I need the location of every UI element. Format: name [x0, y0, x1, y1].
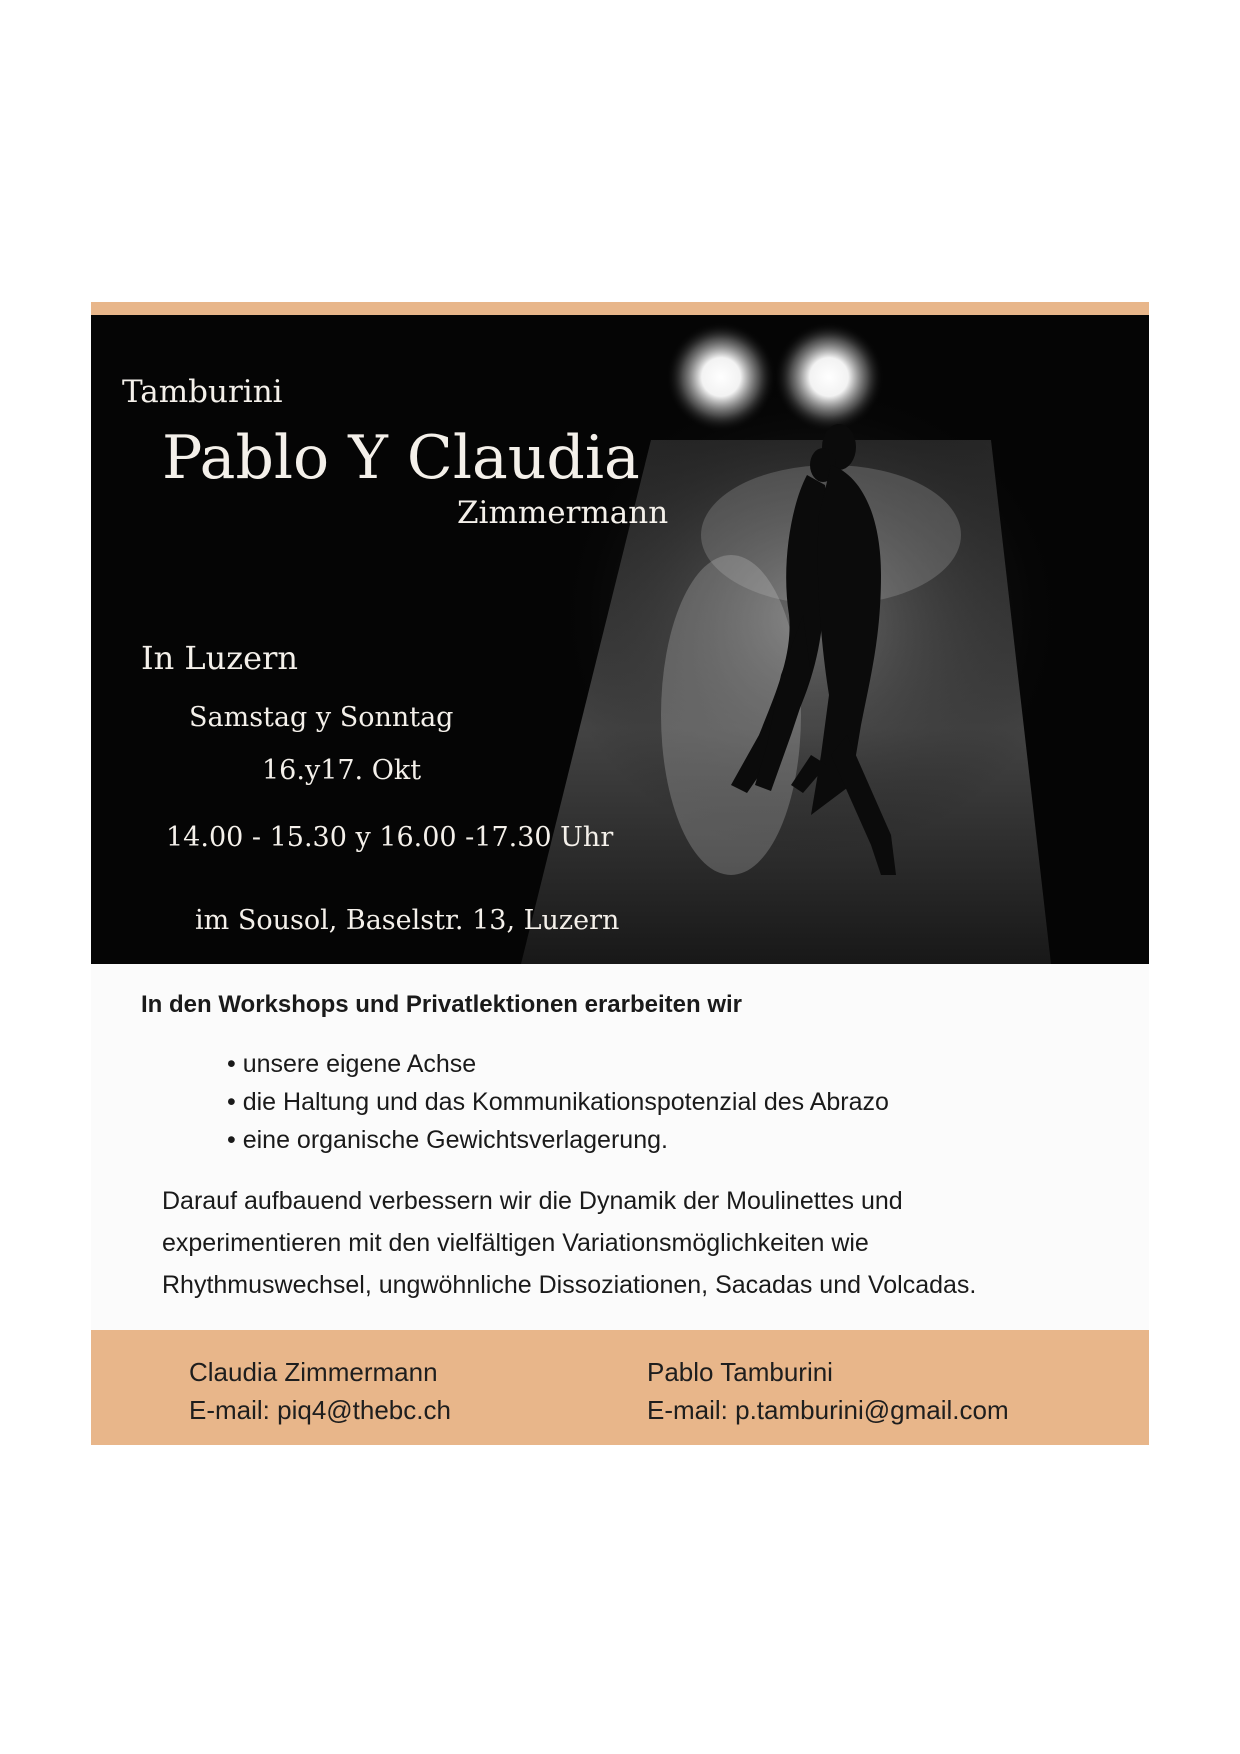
contact-band	[91, 1330, 1149, 1445]
contact-name: Claudia Zimmermann	[189, 1357, 438, 1387]
contact-email[interactable]: E-mail: piq4@thebc.ch	[189, 1395, 451, 1425]
headline-names: Pablo Y Claudia	[162, 423, 640, 493]
surname-zimmermann: Zimmermann	[457, 495, 669, 531]
flyer	[91, 302, 1149, 1445]
event-city: In Luzern	[141, 639, 298, 677]
description-section	[91, 964, 1149, 1330]
tango-photo	[91, 315, 1149, 964]
event-venue: im Sousol, Baselstr. 13, Luzern	[195, 905, 620, 936]
event-days: Samstag y Sonntag	[189, 702, 454, 733]
contact-name: Pablo Tamburini	[647, 1357, 833, 1387]
paragraph-line: Rhythmuswechsel, ungwöhnliche Dissoziationen, Sacadas und Volcadas.	[162, 1271, 977, 1299]
list-item: • die Haltung und das Kommunikationspotenzial des Abrazo	[227, 1083, 889, 1121]
list-item: • unsere eigene Achse	[227, 1045, 889, 1083]
description-paragraph	[162, 1180, 976, 1306]
contact-email[interactable]: E-mail: p.tamburini@gmail.com	[647, 1395, 1009, 1425]
paragraph-line: experimentieren mit den vielfältigen Variationsmöglichkeiten wie	[162, 1229, 869, 1257]
surname-tamburini: Tamburini	[122, 374, 283, 410]
list-item: • eine organische Gewichtsverlagerung.	[227, 1121, 889, 1159]
event-time: 14.00 - 15.30 y 16.00 -17.30 Uhr	[166, 822, 614, 853]
top-accent-band	[91, 302, 1149, 315]
paragraph-line: Darauf aufbauend verbessern wir die Dynamik der Moulinettes und	[162, 1187, 903, 1215]
contact-pablo	[647, 1353, 1009, 1429]
topic-list	[227, 1045, 889, 1159]
contact-claudia	[189, 1353, 451, 1429]
intro-heading: In den Workshops und Privatlektionen erarbeiten wir	[141, 991, 743, 1018]
event-date: 16.y17. Okt	[262, 755, 422, 786]
